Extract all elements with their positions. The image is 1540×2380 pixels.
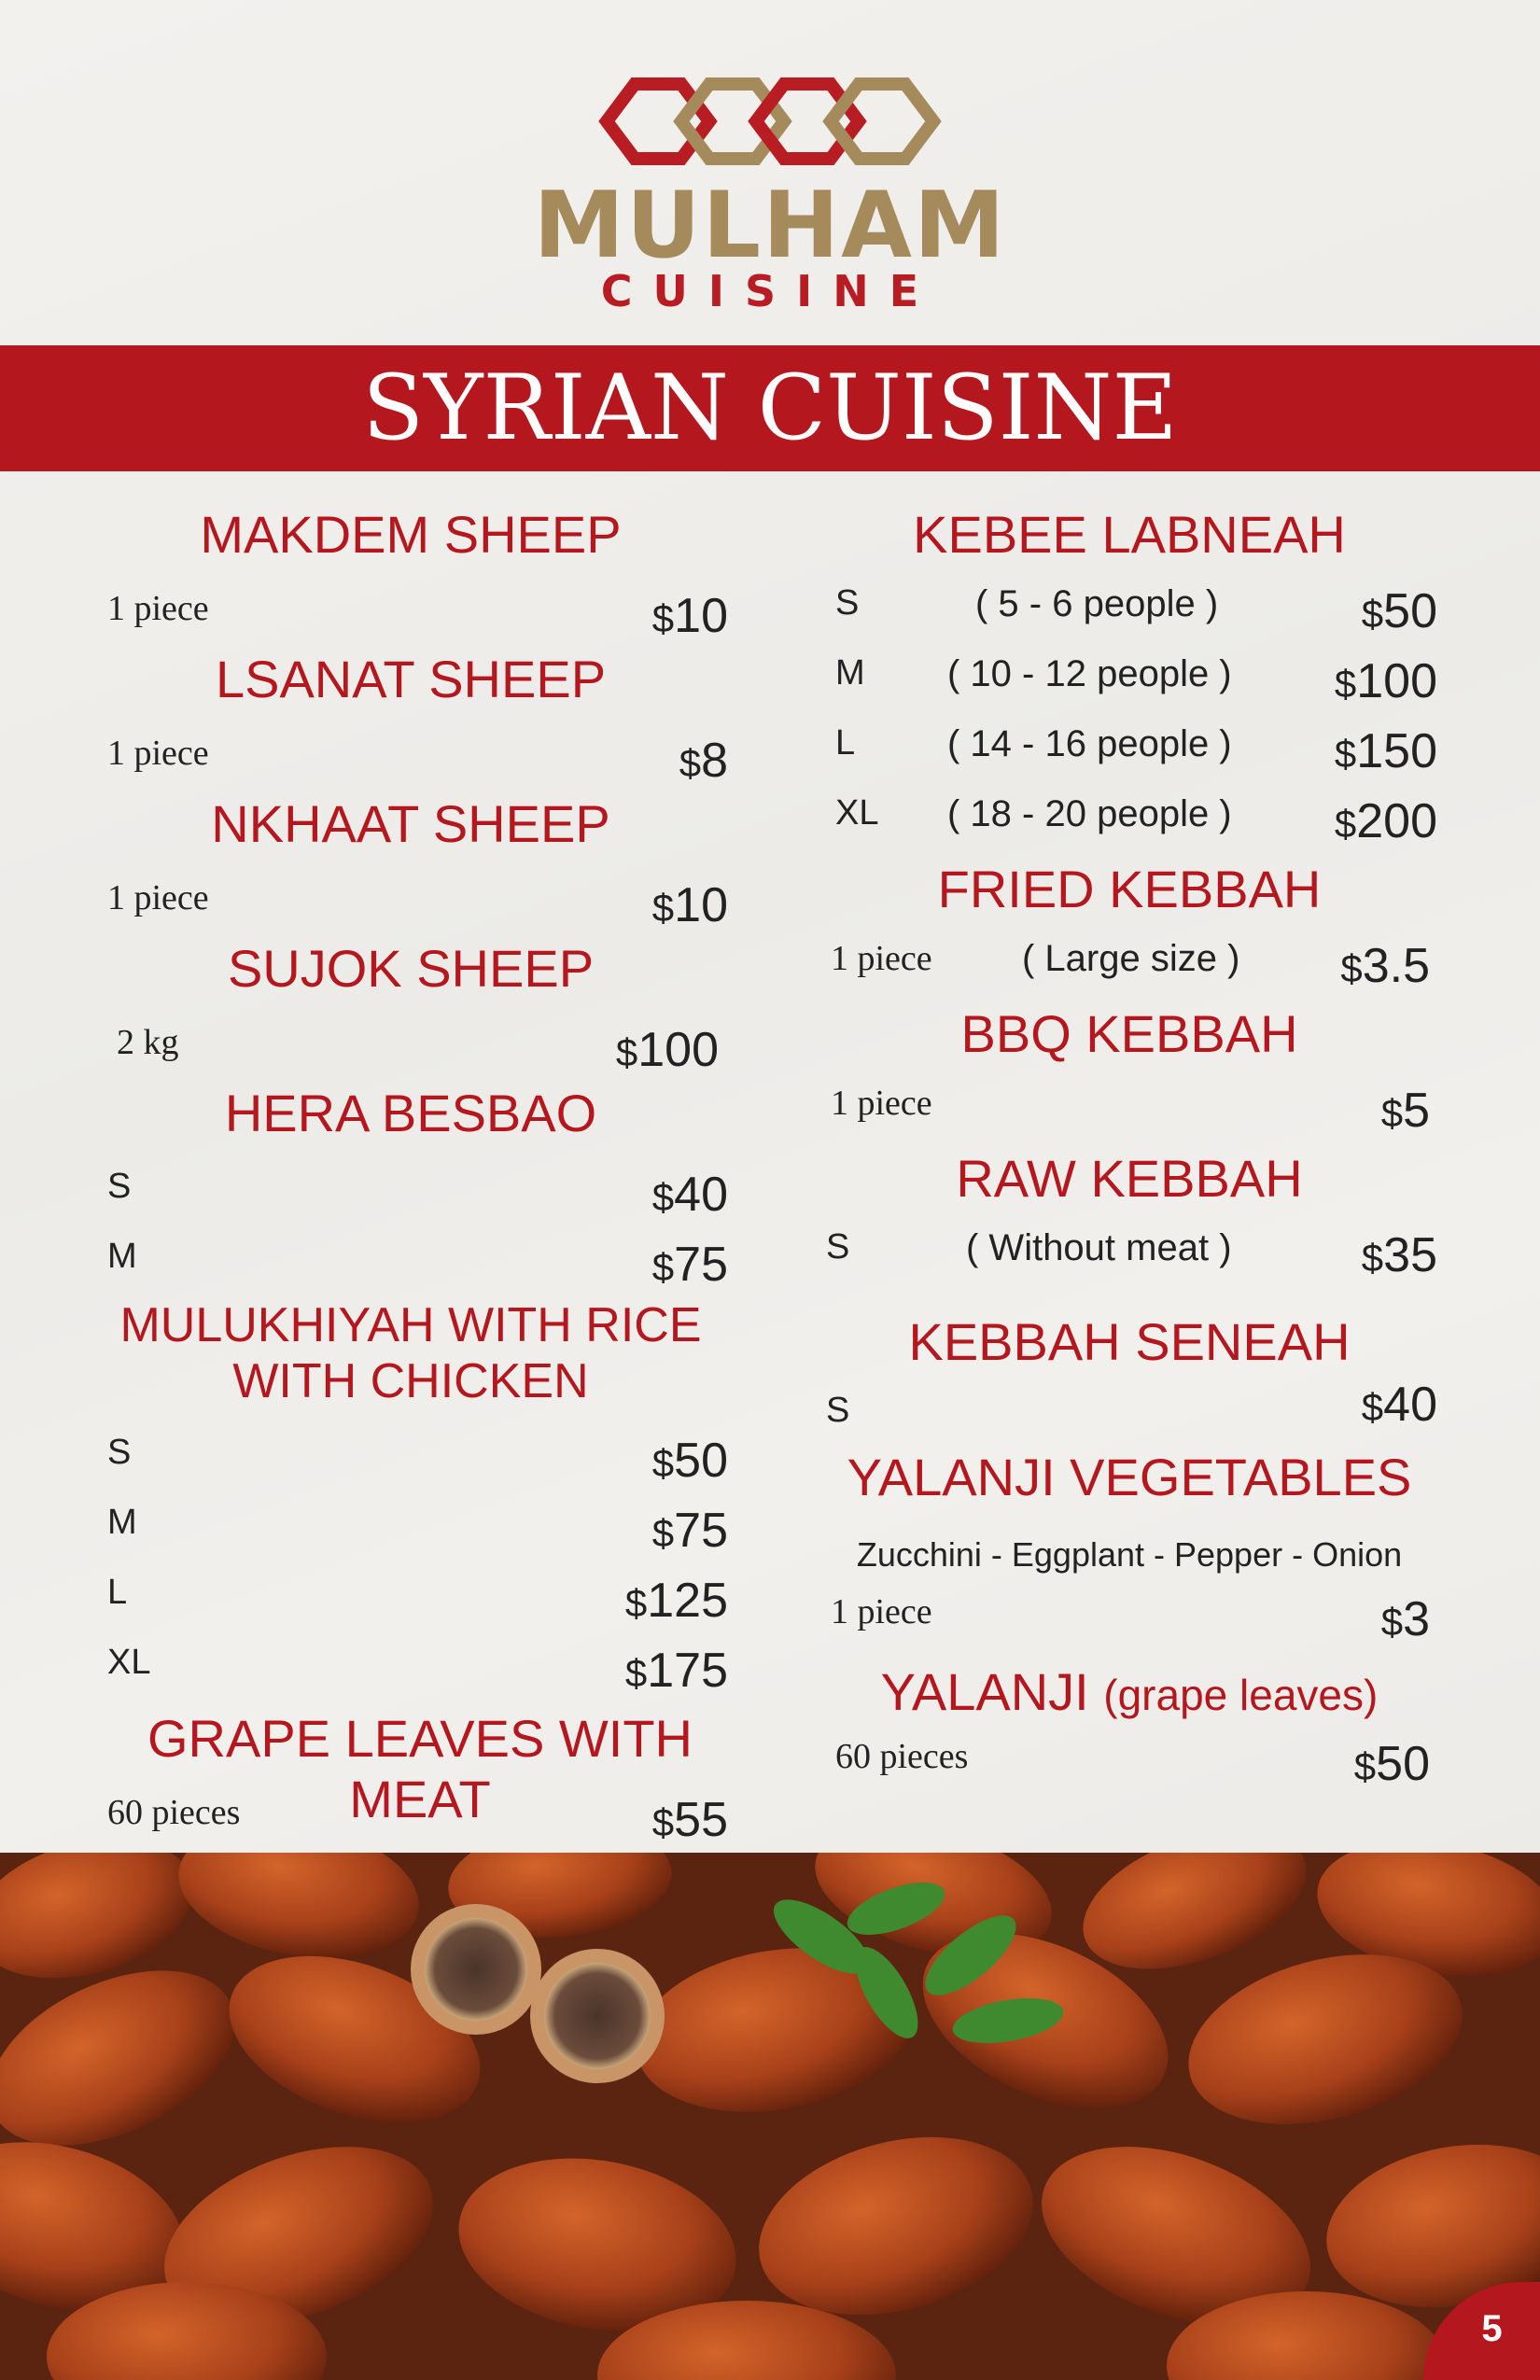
row-price: $125: [624, 1574, 728, 1628]
price-row: [821, 1591, 1437, 1647]
row-label: 60 pieces: [835, 1737, 969, 1776]
row-label: S: [107, 1433, 132, 1472]
row-label: 1 piece: [107, 589, 209, 628]
row-price: $35: [1361, 1228, 1437, 1282]
price-row: [821, 1736, 1437, 1792]
price-row: [821, 1377, 1437, 1433]
row-serving: ( Without meat ): [966, 1227, 1232, 1268]
price-row: [93, 1503, 728, 1559]
row-price: $100: [1334, 654, 1437, 708]
price-row: [821, 1227, 1437, 1283]
item-note: Zucchini - Eggplant - Pepper - Onion: [856, 1535, 1403, 1574]
row-label: S: [835, 583, 860, 623]
item-title-main: YALANJI: [880, 1662, 1089, 1721]
brand-logo: [0, 56, 1540, 317]
item-title: HERA BESBAO: [224, 1084, 597, 1142]
item-title: LSANAT SHEEP: [215, 650, 607, 708]
item-title: MAKDEM SHEEP: [200, 505, 622, 564]
price-row: [93, 877, 728, 933]
item-title-small: (grape leaves): [1103, 1671, 1379, 1719]
row-price: $50: [1361, 584, 1437, 638]
row-serving: ( 14 - 16 people ): [947, 723, 1232, 764]
kibbeh-photo: [0, 1853, 1540, 2380]
price-row: [93, 1643, 728, 1699]
row-price: $175: [624, 1644, 728, 1698]
row-label: L: [107, 1573, 128, 1612]
knot-emblem-icon: [597, 65, 943, 177]
item-title: YALANJI VEGETABLES: [847, 1448, 1412, 1506]
item-title: KEBEE LABNEAH: [913, 505, 1346, 564]
item-title: [821, 1661, 1437, 1722]
row-label: XL: [835, 793, 879, 833]
price-row: [821, 583, 1437, 639]
price-row: [821, 1083, 1437, 1139]
row-price: $200: [1334, 794, 1437, 848]
price-row: [93, 1022, 728, 1078]
row-price: $10: [651, 878, 728, 932]
item-title: BBQ KEBBAH: [960, 1004, 1298, 1063]
item-title-line2: WITH CHICKEN: [232, 1354, 589, 1408]
price-row: [93, 1167, 728, 1223]
row-label: 1 piece: [831, 1592, 932, 1631]
item-title: FRIED KEBBAH: [937, 860, 1322, 918]
item-title: GRAPE LEAVES WITH MEAT: [147, 1709, 693, 1828]
row-label: XL: [107, 1643, 151, 1682]
row-serving: ( 10 - 12 people ): [947, 653, 1232, 694]
price-row: [93, 1433, 728, 1489]
row-price: $55: [651, 1793, 728, 1847]
price-row: [93, 1573, 728, 1629]
price-row: [821, 653, 1437, 709]
price-row: [93, 1792, 728, 1848]
row-price: $8: [679, 734, 728, 788]
row-label: M: [835, 653, 865, 693]
row-price: $3: [1380, 1592, 1430, 1646]
row-price: $40: [651, 1168, 728, 1222]
price-row: [821, 793, 1437, 849]
item-title: RAW KEBBAH: [956, 1149, 1303, 1208]
price-row: [821, 938, 1437, 994]
page-number: 5: [1423, 2282, 1540, 2380]
item-title: SUJOK SHEEP: [227, 939, 595, 998]
row-label: L: [835, 723, 856, 763]
brand-subtitle: CUISINE: [600, 266, 940, 316]
row-label: 1 piece: [107, 878, 209, 917]
row-price: $50: [1353, 1737, 1430, 1791]
row-price: $40: [1361, 1378, 1437, 1432]
brand-name: MULHAM: [533, 173, 1007, 279]
price-row: [93, 733, 728, 789]
row-price: $10: [651, 589, 728, 643]
row-serving: ( Large size ): [1022, 938, 1240, 979]
row-label: 1 piece: [831, 939, 932, 978]
price-row: [821, 723, 1437, 779]
row-label: S: [107, 1167, 132, 1206]
row-label: S: [826, 1227, 850, 1267]
row-price: $75: [651, 1238, 728, 1292]
row-label: M: [107, 1237, 137, 1276]
item-title: MULUKHIYAH WITH RICE: [119, 1298, 702, 1352]
row-price: $100: [615, 1023, 719, 1077]
row-label: 60 pieces: [107, 1793, 241, 1832]
row-label: 1 piece: [107, 734, 209, 773]
row-label: M: [107, 1503, 137, 1542]
row-price: $3.5: [1340, 939, 1430, 993]
row-price: $5: [1380, 1084, 1430, 1138]
row-label: S: [826, 1391, 850, 1430]
item-title: KEBBAH SENEAH: [908, 1312, 1351, 1371]
row-serving: ( 18 - 20 people ): [947, 793, 1232, 834]
row-price: $150: [1334, 724, 1437, 778]
section-banner: SYRIAN CUISINE: [0, 345, 1540, 471]
price-row: [93, 588, 728, 644]
row-label: 1 piece: [831, 1084, 932, 1123]
row-serving: ( 5 - 6 people ): [975, 583, 1219, 624]
row-price: $50: [651, 1434, 728, 1488]
row-label: 2 kg: [117, 1023, 179, 1062]
row-price: $75: [651, 1504, 728, 1558]
item-title: NKHAAT SHEEP: [211, 794, 610, 853]
price-row: [93, 1237, 728, 1293]
